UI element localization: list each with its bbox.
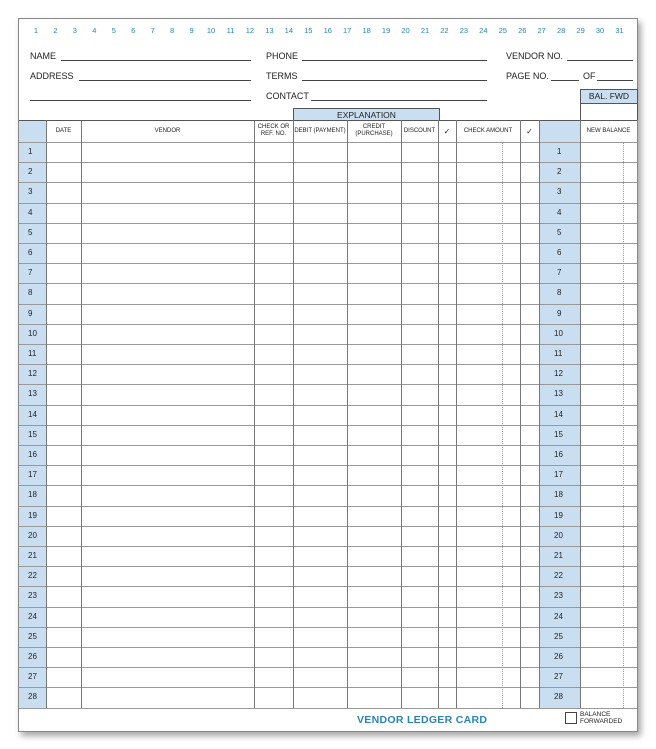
name-label: NAME (30, 51, 57, 61)
day-number: 6 (131, 26, 136, 35)
day-number: 22 (440, 26, 449, 35)
row-divider (19, 344, 637, 345)
row-number-left: 27 (28, 672, 37, 682)
row-number-right: 25 (554, 631, 563, 641)
day-number: 7 (150, 26, 155, 35)
form-title: VENDOR LEDGER CARD (357, 714, 488, 726)
row-number-left: 26 (28, 652, 37, 661)
row-number-right: 14 (554, 409, 563, 419)
column-divider (347, 120, 348, 708)
row-number-right: 10 (554, 328, 563, 338)
row-number-right: 22 (554, 571, 563, 581)
row-number-right: 19 (554, 510, 563, 520)
row-number-left: 25 (28, 631, 37, 641)
day-number-ruler (19, 26, 637, 40)
row-divider (19, 708, 637, 709)
address-field-1[interactable] (79, 80, 251, 81)
discount-column-header: DISCOUNT (403, 127, 436, 134)
row-divider (19, 304, 637, 305)
column-divider (46, 120, 47, 708)
row-divider (19, 647, 637, 648)
row-number-left: 19 (28, 510, 37, 520)
row-number-right: 20 (554, 530, 563, 540)
row-divider (19, 384, 637, 385)
bal-fwd-field[interactable] (580, 103, 638, 120)
day-number: 18 (362, 26, 371, 35)
row-divider (19, 465, 637, 466)
row-divider (19, 586, 637, 587)
day-number: 28 (556, 26, 566, 35)
row-number-left: 5 (28, 227, 33, 237)
row-number-right: 6 (557, 248, 562, 257)
column-divider (580, 120, 581, 708)
row-number-right: 17 (554, 470, 563, 480)
contact-label: CONTACT (266, 91, 309, 101)
column-divider (401, 120, 402, 708)
row-number-left: 10 (28, 328, 37, 338)
row-number-right: 26 (554, 652, 563, 661)
row-number-left: 24 (28, 611, 37, 621)
row-number-right: 23 (554, 591, 563, 601)
day-number: 5 (111, 26, 116, 35)
column-divider (254, 120, 255, 708)
check-mark-column-header-2: ✓ (526, 126, 533, 136)
row-number-left: 7 (28, 268, 33, 278)
row-number-right: 9 (557, 308, 562, 318)
row-number-right: 5 (557, 227, 562, 237)
cents-divider (502, 142, 503, 708)
column-divider (293, 120, 294, 708)
row-number-right: 28 (554, 692, 563, 702)
row-number-right: 12 (554, 369, 563, 379)
row-number-right: 18 (554, 490, 563, 500)
day-number: 15 (304, 26, 313, 35)
vendor-no-field[interactable] (567, 60, 633, 61)
row-divider (19, 263, 637, 264)
check-ref-column-header: CHECK OR REF. NO. (257, 124, 290, 137)
row-number-right: 2 (557, 167, 562, 177)
row-divider (19, 364, 637, 365)
terms-label: TERMS (266, 71, 298, 81)
vendor-ledger-card (18, 18, 638, 732)
row-number-left: 8 (28, 288, 33, 298)
row-divider (19, 445, 637, 446)
row-number-left: 6 (28, 248, 33, 257)
day-number: 16 (323, 26, 332, 35)
row-divider (19, 506, 637, 507)
day-number: 3 (72, 26, 77, 35)
row-number-right: 3 (557, 187, 562, 197)
phone-field[interactable] (302, 60, 487, 61)
row-divider (19, 283, 637, 284)
row-number-left: 1 (28, 147, 33, 156)
column-divider (520, 120, 521, 708)
row-number-left: 4 (28, 207, 33, 217)
row-number-right: 24 (554, 611, 563, 621)
vendor-no-label: VENDOR NO. (506, 51, 564, 61)
page-of-field[interactable] (597, 80, 633, 81)
grid-top-border (19, 120, 637, 121)
row-divider (19, 405, 637, 406)
day-number: 4 (92, 26, 97, 35)
row-divider (19, 182, 637, 183)
day-number: 21 (420, 26, 430, 35)
bal-fwd-label: BAL. FWD (580, 89, 638, 103)
row-number-right: 7 (557, 268, 562, 278)
day-number: 20 (401, 26, 410, 35)
row-number-right: 13 (554, 389, 563, 399)
row-number-left: 23 (28, 591, 37, 601)
row-number-left: 28 (28, 692, 37, 702)
check-amount-column-header: CHECK AMOUNT (463, 127, 513, 134)
balance-forwarded-label: BALANCE FORWARDED (580, 711, 623, 725)
day-number: 11 (226, 26, 235, 35)
explanation-header: EXPLANATION (293, 108, 440, 121)
row-number-left: 18 (28, 490, 37, 500)
row-divider (19, 223, 637, 224)
row-number-left: 15 (28, 429, 37, 439)
row-number-right: 16 (554, 450, 563, 459)
contact-field[interactable] (311, 100, 487, 101)
phone-label: PHONE (266, 51, 299, 61)
day-number: 8 (170, 26, 175, 35)
day-number: 29 (576, 26, 585, 35)
row-divider (19, 566, 637, 567)
row-divider (19, 243, 637, 244)
page-no-label: PAGE NO. (506, 71, 549, 81)
day-number: 17 (343, 26, 352, 35)
row-number-right: 21 (554, 551, 563, 560)
row-divider (19, 607, 637, 608)
cents-divider (623, 142, 624, 708)
row-divider (19, 203, 637, 204)
terms-field[interactable] (302, 80, 487, 81)
row-number-left: 21 (28, 551, 37, 560)
row-divider (19, 162, 637, 163)
row-number-left: 2 (28, 167, 33, 177)
row-number-left: 9 (28, 308, 33, 318)
column-divider (438, 120, 439, 708)
day-number: 27 (537, 26, 546, 35)
row-number-left: 11 (28, 349, 37, 358)
page-no-field[interactable] (551, 80, 579, 81)
name-field[interactable] (61, 60, 251, 61)
row-number-right: 4 (557, 207, 562, 217)
row-number-right: 15 (554, 429, 563, 439)
debit-column-header: DEBIT (PAYMENT) (294, 127, 346, 134)
row-number-left: 20 (28, 530, 37, 540)
day-number: 19 (381, 26, 391, 35)
day-number: 2 (53, 26, 58, 35)
row-divider (19, 425, 637, 426)
row-divider (19, 142, 637, 143)
of-label: OF (583, 71, 596, 81)
column-divider (456, 120, 457, 708)
day-number: 25 (498, 26, 507, 35)
row-number-left: 14 (28, 409, 37, 419)
day-number: 12 (245, 26, 255, 35)
day-number: 24 (479, 26, 488, 35)
row-number-left: 16 (28, 450, 37, 459)
day-number: 14 (284, 26, 294, 35)
date-column-header: DATE (55, 127, 72, 134)
credit-column-header: CREDIT (PURCHASE) (355, 124, 393, 137)
address-field-2[interactable] (30, 100, 251, 101)
row-number-right: 11 (554, 349, 563, 358)
day-number: 31 (615, 26, 624, 35)
balance-forwarded-checkbox[interactable] (565, 712, 577, 724)
row-number-right: 27 (554, 672, 563, 682)
row-divider (19, 667, 637, 668)
row-number-right: 8 (557, 288, 562, 298)
row-divider (19, 627, 637, 628)
row-divider (19, 546, 637, 547)
day-number: 26 (518, 26, 527, 35)
row-number-right: 1 (557, 147, 562, 156)
column-divider (539, 120, 540, 708)
address-label: ADDRESS (30, 71, 74, 81)
row-divider (19, 324, 637, 325)
vendor-column-header: VENDOR (154, 127, 181, 134)
day-number: 13 (265, 26, 274, 35)
column-divider (81, 120, 82, 708)
row-divider (19, 687, 637, 688)
row-divider (19, 485, 637, 486)
day-number: 10 (206, 26, 216, 35)
check-mark-column-header: ✓ (443, 126, 451, 136)
ledger-grid (19, 120, 637, 708)
row-number-left: 12 (28, 369, 37, 379)
row-number-left: 17 (28, 470, 37, 480)
day-number: 30 (595, 26, 605, 35)
row-number-left: 3 (28, 187, 33, 197)
day-number: 9 (189, 26, 194, 35)
new-balance-column-header: NEW BALANCE (586, 127, 631, 134)
row-number-left: 22 (28, 571, 37, 581)
row-divider (19, 526, 637, 527)
day-number: 1 (33, 26, 39, 35)
day-number: 23 (459, 26, 469, 35)
row-number-left: 13 (28, 389, 37, 399)
